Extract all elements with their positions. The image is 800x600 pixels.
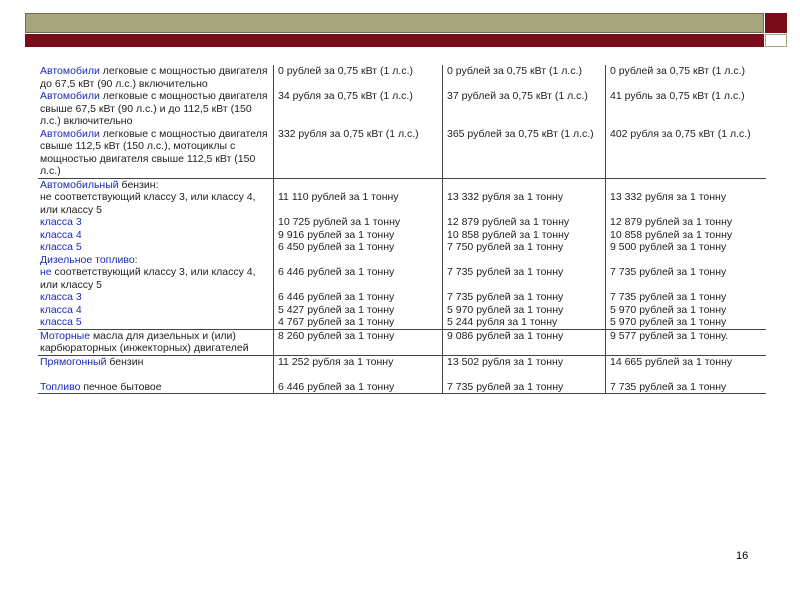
table-row bbox=[38, 254, 766, 267]
rate-cell: 6 446 рублей за 1 тонну bbox=[274, 381, 443, 394]
row-term: Автомобили bbox=[40, 127, 100, 140]
table-row bbox=[38, 216, 766, 229]
table-row bbox=[38, 291, 766, 304]
rate-cell: 10 725 рублей за 1 тонну bbox=[274, 216, 443, 229]
row-term: Моторные bbox=[40, 329, 91, 342]
row-description: печное бытовое bbox=[80, 380, 162, 393]
row-term: не bbox=[40, 266, 52, 278]
row-term: Автомобили bbox=[40, 90, 100, 102]
rate-cell: 332 рубля за 0,75 кВт (1 л.с.) bbox=[274, 128, 443, 179]
row-description: легковые с мощностью двигателя свыше 112,5 кВт (150 л.с.), мотоциклы с мощностью двигателя свыше 112,5 кВт (150 л.с.) bbox=[40, 127, 268, 177]
table-row bbox=[38, 381, 766, 394]
row-term: класса 5 bbox=[40, 241, 82, 253]
table-row bbox=[38, 90, 766, 128]
rate-cell: 5 970 рублей за 1 тонну bbox=[443, 304, 606, 317]
rate-cell: 0 рублей за 0,75 кВт (1 л.с.) bbox=[606, 65, 767, 90]
rate-cell: 9 086 рублей за 1 тонну bbox=[443, 329, 606, 355]
row-description: бензин bbox=[106, 355, 144, 368]
header-corner-white-square bbox=[765, 34, 787, 47]
rate-cell: 5 970 рублей за 1 тонну bbox=[606, 304, 767, 317]
rate-cell: 34 рубля за 0,75 кВт (1 л.с.) bbox=[274, 90, 443, 128]
rate-cell: 6 446 рублей за 1 тонну bbox=[274, 291, 443, 304]
rate-cell: 11 110 рублей за 1 тонну bbox=[274, 191, 443, 216]
row-term: Дизельное топливо bbox=[40, 253, 135, 266]
row-description: не соответствующий классу 3, или классу 4, или классу 5 bbox=[40, 191, 256, 216]
rate-cell: 9 500 рублей за 1 тонну bbox=[606, 241, 767, 254]
rate-cell: 7 735 рублей за 1 тонну bbox=[606, 291, 767, 304]
header-red-bar bbox=[25, 34, 764, 47]
row-term: класса 4 bbox=[40, 303, 82, 316]
row-description: легковые с мощностью двигателя свыше 67,5 кВт (90 л.с.) и до 112,5 кВт (150 л.с.) включительно bbox=[40, 90, 268, 127]
rate-cell: 41 рубль за 0,75 кВт (1 л.с.) bbox=[606, 90, 767, 128]
rate-cell: 365 рублей за 0,75 кВт (1 л.с.) bbox=[443, 128, 606, 179]
rate-cell: 14 665 рублей за 1 тонну bbox=[606, 355, 767, 381]
rate-cell: 0 рублей за 0,75 кВт (1 л.с.) bbox=[443, 65, 606, 90]
rate-cell: 11 252 рубля за 1 тонну bbox=[274, 355, 443, 381]
rate-cell: 12 879 рублей за 1 тонну bbox=[443, 216, 606, 229]
rate-cell: 7 735 рублей за 1 тонну bbox=[443, 291, 606, 304]
rate-cell: 5 244 рубля за 1 тонну bbox=[443, 316, 606, 329]
table-row bbox=[38, 191, 766, 216]
rate-cell: 7 735 рублей за 1 тонну bbox=[443, 266, 606, 291]
rate-cell: 13 502 рубля за 1 тонну bbox=[443, 355, 606, 381]
rate-cell: 9 916 рублей за 1 тонну bbox=[274, 229, 443, 242]
header-corner-red-square bbox=[765, 13, 787, 33]
rate-cell: 402 рубля за 0,75 кВт (1 л.с.) bbox=[606, 128, 767, 179]
header-olive-bar bbox=[25, 13, 764, 33]
page-number: 16 bbox=[736, 550, 749, 562]
rate-cell: 13 332 рубля за 1 тонну bbox=[443, 191, 606, 216]
rate-cell: 7 735 рублей за 1 тонну bbox=[606, 381, 767, 394]
excise-rates-table bbox=[38, 65, 766, 394]
row-term: Прямогонный bbox=[40, 355, 107, 368]
rate-cell: 6 446 рублей за 1 тонну bbox=[274, 266, 443, 291]
row-description: бензин: bbox=[118, 178, 159, 191]
table-row bbox=[38, 355, 766, 381]
table-row bbox=[38, 304, 766, 317]
rate-cell: 7 735 рублей за 1 тонну bbox=[443, 381, 606, 394]
table-row bbox=[38, 178, 766, 191]
row-term: класса 5 bbox=[38, 316, 274, 329]
row-description: соответствующий классу 3, или классу 4, или классу 5 bbox=[40, 266, 256, 291]
rate-cell: 0 рублей за 0,75 кВт (1 л.с.) bbox=[274, 65, 443, 90]
row-description: : bbox=[134, 253, 138, 266]
row-term: класса 4 bbox=[40, 228, 82, 241]
rate-cell: 10 858 рублей за 1 тонну bbox=[606, 229, 767, 242]
table-row bbox=[38, 329, 766, 355]
rate-cell: 5 427 рублей за 1 тонну bbox=[274, 304, 443, 317]
row-term: Автомобильный bbox=[40, 178, 119, 191]
row-description: легковые с мощностью двигателя до 67,5 кВт (90 л.с.) включительно bbox=[40, 65, 268, 90]
row-term: класса 3 bbox=[40, 291, 82, 303]
rate-cell: 12 879 рублей за 1 тонну bbox=[606, 216, 767, 229]
rate-cell: 7 750 рублей за 1 тонну bbox=[443, 241, 606, 254]
rate-cell: 9 577 рублей за 1 тонну. bbox=[606, 329, 767, 355]
rate-cell: 7 735 рублей за 1 тонну bbox=[606, 266, 767, 291]
table-row bbox=[38, 229, 766, 242]
rate-cell: 5 970 рублей за 1 тонну bbox=[606, 316, 767, 329]
rate-cell: 13 332 рубля за 1 тонну bbox=[606, 191, 767, 216]
table-row bbox=[38, 128, 766, 179]
row-term: класса 3 bbox=[40, 216, 82, 228]
table-row bbox=[38, 241, 766, 254]
rate-cell: 4 767 рублей за 1 тонну bbox=[274, 316, 443, 329]
table-row bbox=[38, 316, 766, 329]
rate-cell: 8 260 рублей за 1 тонну bbox=[274, 329, 443, 355]
rate-cell: 37 рублей за 0,75 кВт (1 л.с.) bbox=[443, 90, 606, 128]
row-description: масла для дизельных и (или) карбюраторных (инжекторных) двигателей bbox=[40, 329, 249, 354]
row-term: Топливо bbox=[40, 380, 81, 393]
rate-cell: 10 858 рублей за 1 тонну bbox=[443, 229, 606, 242]
rate-cell: 6 450 рублей за 1 тонну bbox=[274, 241, 443, 254]
row-term: Автомобили bbox=[40, 65, 100, 77]
table-row bbox=[38, 266, 766, 291]
table-row bbox=[38, 65, 766, 90]
